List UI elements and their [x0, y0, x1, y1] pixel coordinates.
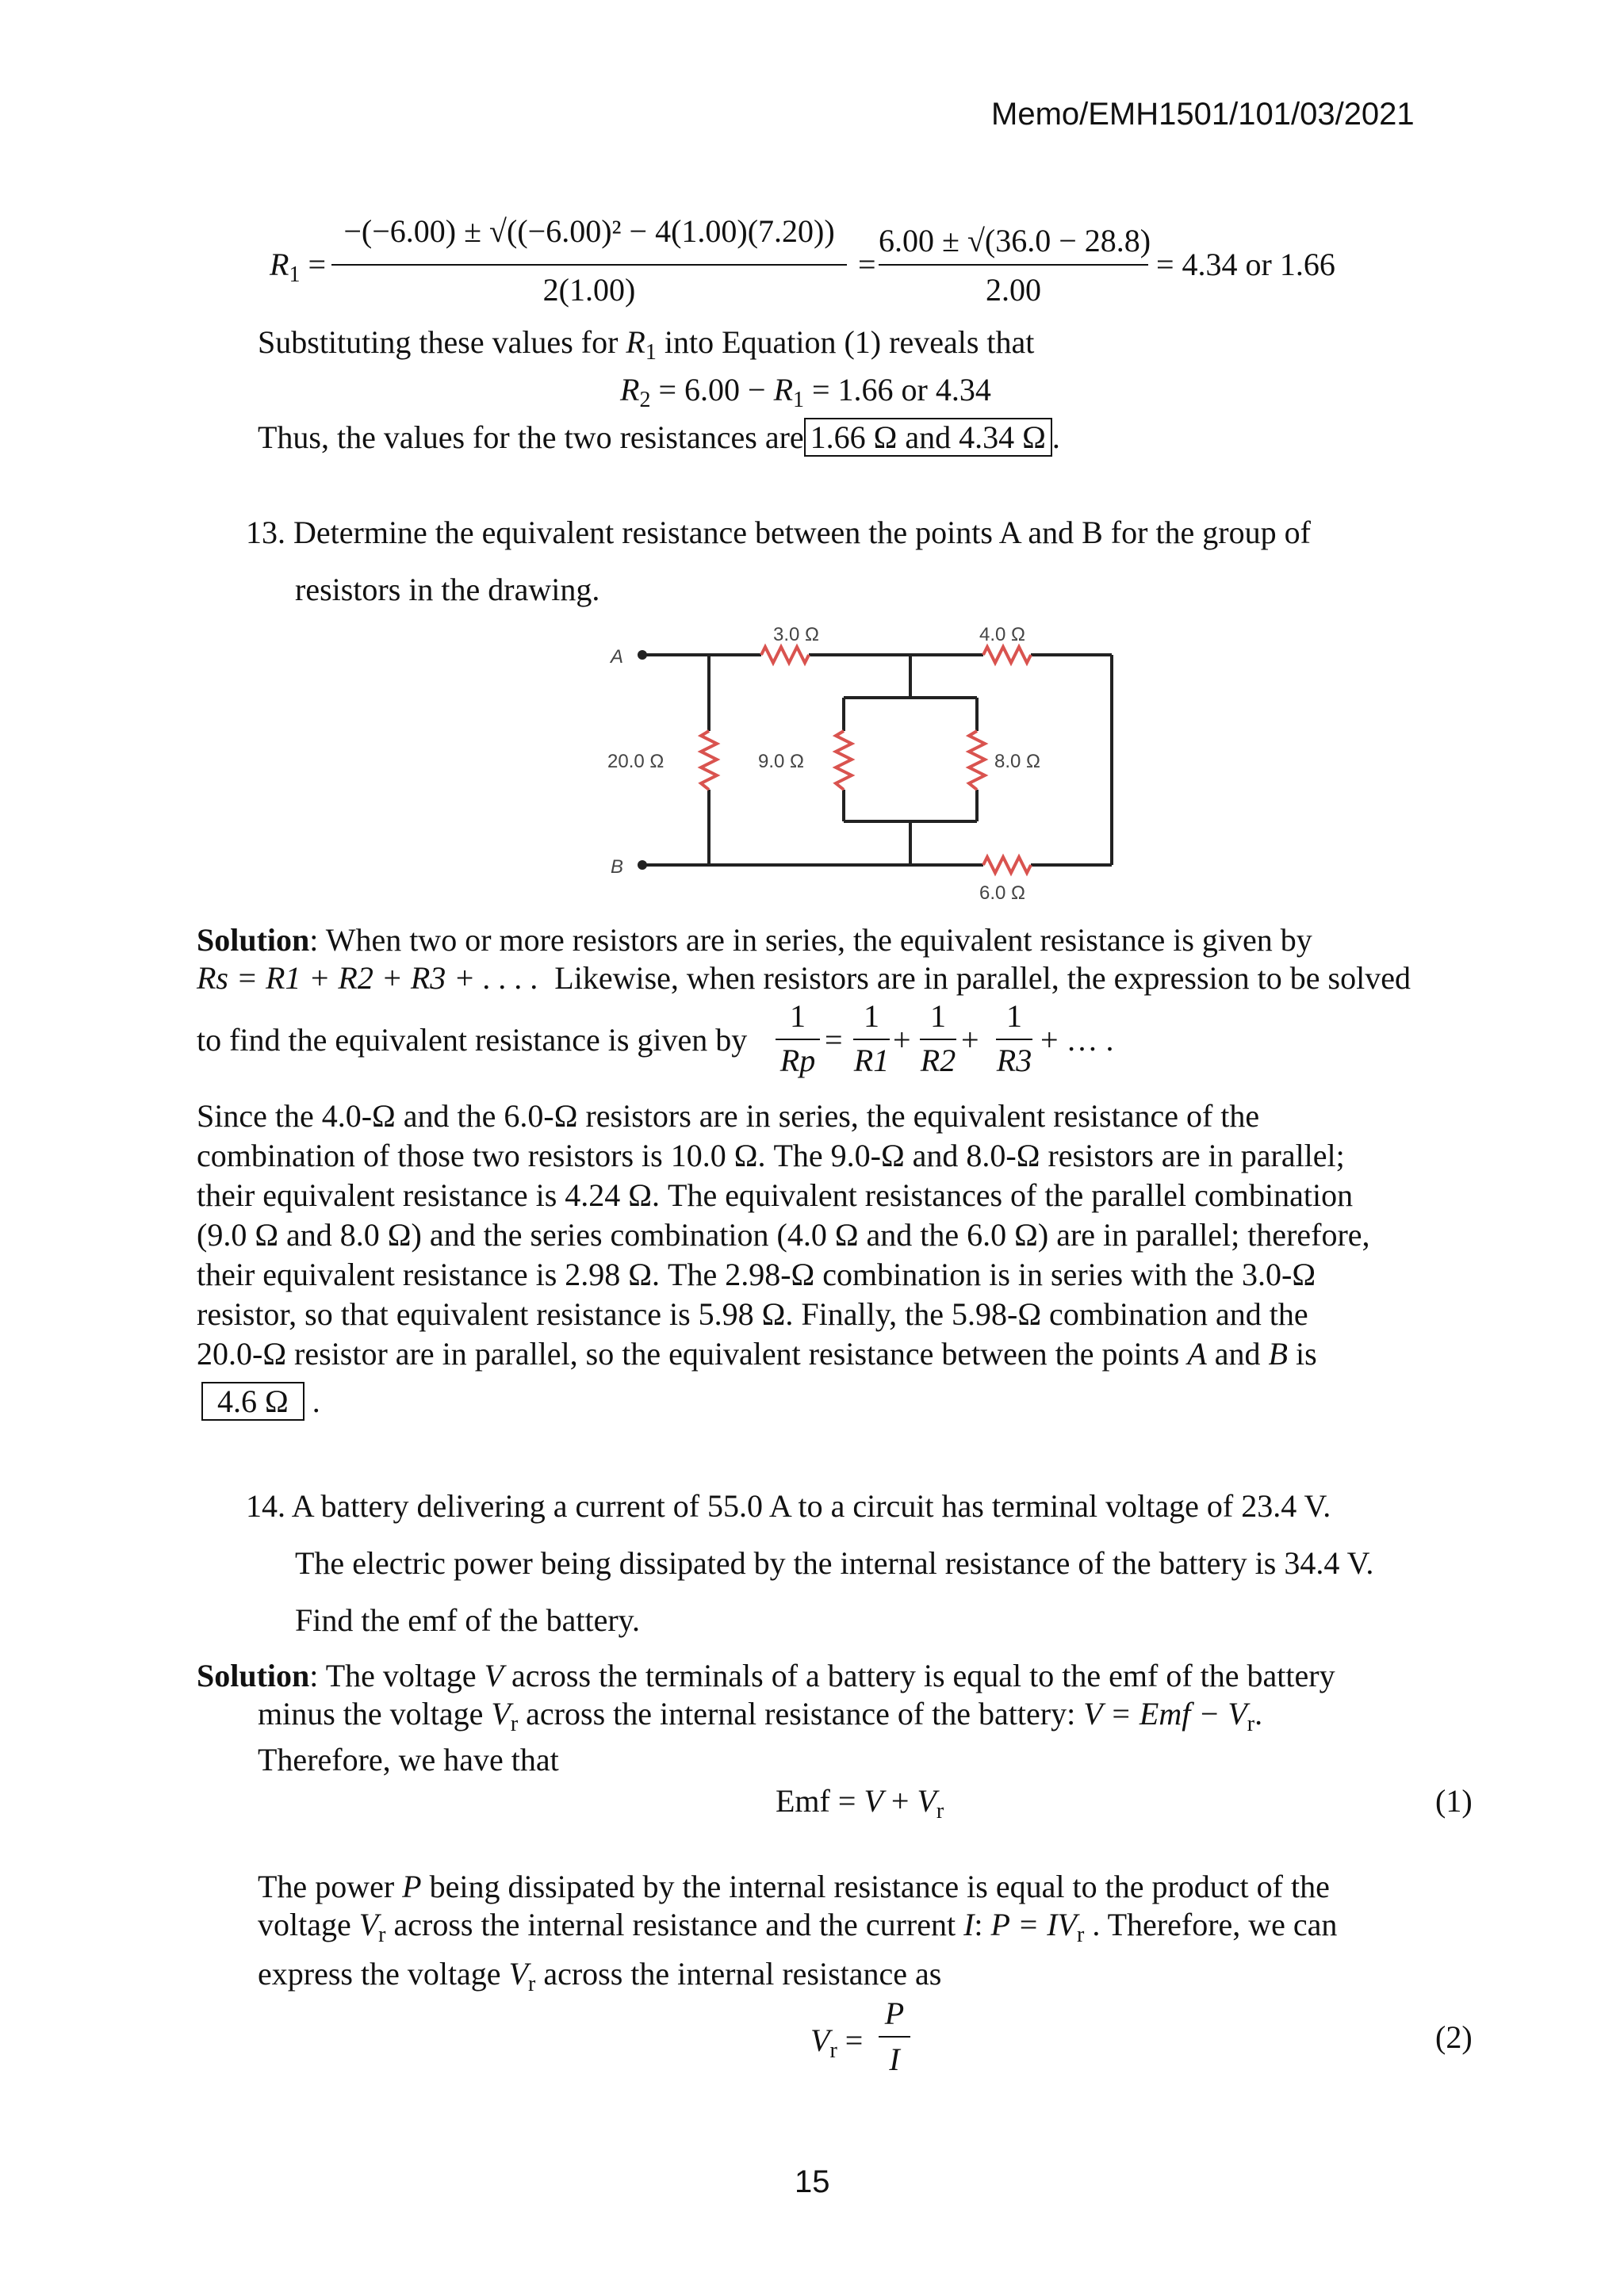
quadratic-denominator-2: 2.00 [986, 272, 1041, 308]
terminal-b-dot [638, 860, 647, 870]
solution-13-line-3: to find the equivalent resistance is given by [197, 1022, 748, 1058]
label-6-ohm: 6.0 Ω [979, 882, 1025, 904]
equation-1-number: (1) [1435, 1783, 1473, 1819]
series-formula: Rs = R1 + R2 + R3 + . . . . [197, 960, 539, 996]
resistor-20-ohm [701, 731, 717, 790]
label-9-ohm: 9.0 Ω [758, 751, 804, 772]
par-line-1 [776, 1039, 820, 1040]
equation-2-number: (2) [1435, 2019, 1473, 2055]
solution-14-line-2: minus the voltage $V_r$ across the internal resistance of the battery: V = Emf − $V_r$. [258, 1696, 1263, 1736]
resistor-3-ohm [761, 647, 809, 663]
doc-code-header: Memo/EMH1501/101/03/2021 [991, 97, 1415, 132]
page-number: 15 [795, 2164, 830, 2199]
label-a: A [611, 646, 624, 668]
resistor-9-ohm [836, 731, 852, 790]
label-4-ohm: 4.0 Ω [979, 624, 1025, 645]
par-den-r3: R3 [996, 1043, 1032, 1078]
equation-2-lhs: $V_r$ = [810, 2022, 864, 2063]
solution-14-line-3: Therefore, we have that [258, 1742, 559, 1777]
par-tail: + … . [1040, 1022, 1114, 1058]
fraction-line-2 [879, 264, 1148, 266]
resistor-6-ohm [983, 857, 1031, 873]
quadratic-numerator-2: 6.00 ± √(36.0 − 28.8) [879, 223, 1151, 258]
solution-14-para-1: The power P being dissipated by the internal resistance is equal to the product of the [258, 1869, 1330, 1904]
question-13-line-1: 13. Determine the equivalent resistance between the points A and B for the group of [246, 515, 1311, 550]
solution-13-para-2: combination of those two resistors is 10.0 Ω. The 9.0-Ω and 8.0-Ω resistors are in parallel; [197, 1138, 1345, 1173]
r-subscript: 1 [289, 262, 301, 287]
solution-14-para-2: voltage $V_r$ across the internal resistance and the current I: $P = IV_r$ . Therefore, we can [258, 1907, 1338, 1947]
equation-1: Emf = $V + V_r$ [776, 1783, 944, 1823]
equation-2-line [879, 2036, 910, 2038]
question-14-line-1: 14. A battery delivering a current of 55.0 A to a circuit has terminal voltage of 23.4 V. [246, 1488, 1331, 1524]
label-b: B [611, 856, 624, 878]
r-symbol: R [270, 247, 289, 282]
solution-13-para-7: 20.0-Ω resistor are in parallel, so the equivalent resistance between the points A and B is [197, 1336, 1317, 1372]
thus-line: Thus, the values for the two resistances are 1.66 Ω and 4.34 Ω . [258, 419, 1060, 455]
par-num-1: 1 [790, 998, 806, 1034]
question-14-line-2: The electric power being dissipated by the internal resistance of the battery is 34.4 V. [295, 1545, 1374, 1581]
par-den-r1: R1 [853, 1043, 890, 1078]
resistor-8-ohm [969, 731, 985, 790]
fraction-line-1 [331, 264, 847, 266]
par-plus-1: + [893, 1022, 911, 1058]
terminal-a-dot [638, 650, 647, 660]
par-line-2 [853, 1039, 890, 1040]
r2-equation: $R_2 = 6.00 - R_1 = 1.66$ or 4.34 [620, 372, 991, 412]
substitute-line: Substituting these values for $R_1$ into Equation (1) reveals that [258, 324, 1035, 365]
boxed-answer-resistances: 1.66 Ω and 4.34 Ω [804, 418, 1052, 457]
label-3-ohm: 3.0 Ω [773, 624, 819, 645]
equation-2-denominator: I [889, 2042, 900, 2077]
par-num-3: 1 [930, 998, 946, 1034]
par-line-3 [920, 1039, 956, 1040]
resistor-4-ohm [983, 647, 1031, 663]
equals-sign: = [858, 247, 876, 282]
par-den-rp: Rp [779, 1043, 816, 1078]
solution-13-para-6: resistor, so that equivalent resistance is 5.98 Ω. Finally, the 5.98-Ω combination and the [197, 1296, 1308, 1332]
quadratic-lhs: $R_1$ = [270, 247, 326, 287]
solution-13-para-5: their equivalent resistance is 2.98 Ω. The 2.98-Ω combination is in series with the 3.0-Ω [197, 1257, 1316, 1292]
par-line-4 [996, 1039, 1032, 1040]
label-20-ohm: 20.0 Ω [607, 751, 665, 772]
solution-14-para-3: express the voltage $V_r$ across the internal resistance as [258, 1956, 942, 1996]
question-14-line-3: Find the emf of the battery. [295, 1602, 641, 1638]
solution-13-para-4: (9.0 Ω and 8.0 Ω) and the series combination (4.0 Ω and the 6.0 Ω) are in parallel; therefore, [197, 1217, 1370, 1253]
solution-13-para-1: Since the 4.0-Ω and the 6.0-Ω resistors are in series, the equivalent resistance of the [197, 1098, 1260, 1134]
par-num-2: 1 [864, 998, 879, 1034]
boxed-answer-13: 4.6 Ω [201, 1382, 304, 1421]
equation-2-numerator: P [884, 1996, 905, 2031]
quadratic-numerator-1: −(−6.00) ± √((−6.00)² − 4(1.00)(7.20)) [343, 213, 835, 249]
answer-13-line: 4.6 Ω . [201, 1383, 320, 1421]
label-8-ohm: 8.0 Ω [994, 751, 1040, 772]
par-plus-2: + [961, 1022, 979, 1058]
par-den-r2: R2 [920, 1043, 956, 1078]
quadratic-denominator-1: 2(1.00) [542, 272, 636, 308]
solution-13-para-3: their equivalent resistance is 4.24 Ω. The equivalent resistances of the parallel combination [197, 1177, 1354, 1213]
question-13-line-2: resistors in the drawing. [295, 572, 600, 607]
quadratic-result: = 4.34 or 1.66 [1156, 247, 1335, 282]
solution-13-line-2: Rs = R1 + R2 + R3 + . . . . Likewise, when resistors are in parallel, the expression to be solved [197, 960, 1411, 996]
par-num-4: 1 [1006, 998, 1022, 1034]
solution-14-line-1: Solution: The voltage V across the terminals of a battery is equal to the emf of the battery [197, 1658, 1335, 1693]
solution-13-line-1: Solution: When two or more resistors are in series, the equivalent resistance is given by [197, 922, 1312, 958]
par-equals: = [825, 1022, 843, 1058]
resistor-circuit-diagram [603, 618, 1126, 912]
